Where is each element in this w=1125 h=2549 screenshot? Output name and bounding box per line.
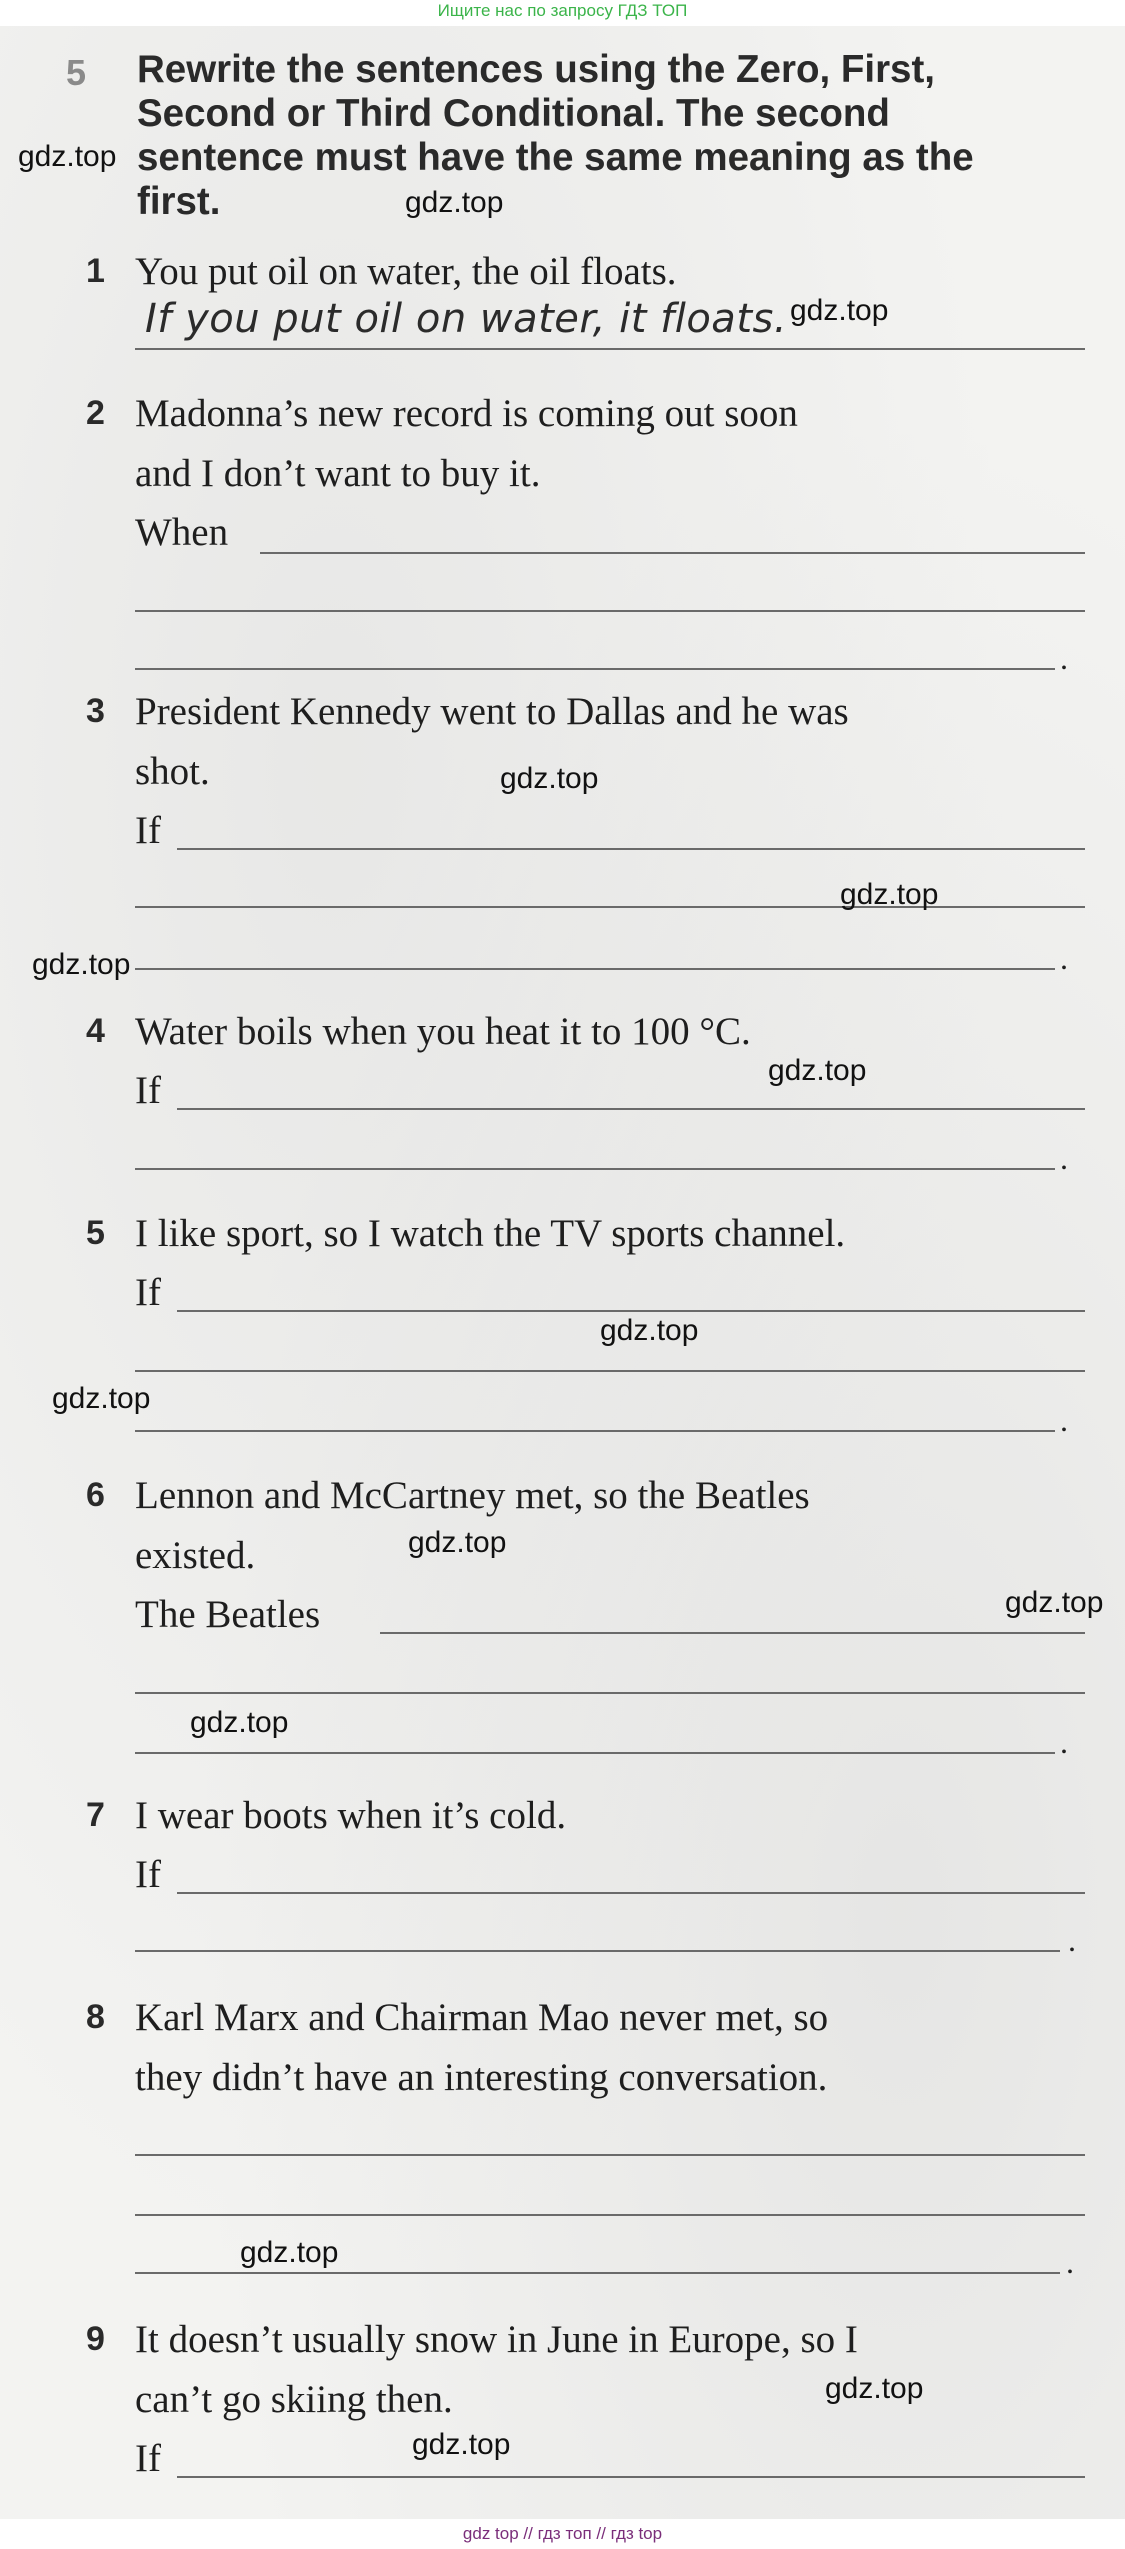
question-9-line-1: It doesn’t usually snow in June in Europe, so I bbox=[135, 2318, 858, 2361]
end-mark: . bbox=[1060, 1402, 1068, 1438]
question-4-prefix: If bbox=[135, 1069, 161, 1112]
question-8-number: 8 bbox=[86, 1998, 105, 2036]
question-6-prefix: The Beatles bbox=[135, 1593, 321, 1636]
top-banner: Ищите нас по запросу ГДЗ ТОП bbox=[0, 0, 1125, 26]
watermark: gdz.top bbox=[790, 294, 889, 327]
question-5-number: 5 bbox=[86, 1214, 105, 1252]
question-2-line-2: and I don’t want to buy it. bbox=[135, 452, 541, 495]
question-6-number: 6 bbox=[86, 1476, 105, 1514]
watermark: gdz.top bbox=[190, 1706, 289, 1739]
question-8-line-2: they didn’t have an interesting conversation. bbox=[135, 2056, 828, 2099]
end-mark: . bbox=[1066, 2244, 1074, 2280]
question-4-number: 4 bbox=[86, 1012, 105, 1050]
exercise-instruction: Rewrite the sentences using the Zero, First, Second or Third Conditional. The second sentence must have the same meaning as the first. bbox=[137, 48, 974, 223]
answer-line[interactable] bbox=[177, 1108, 1085, 1110]
question-8-line-1: Karl Marx and Chairman Mao never met, so bbox=[135, 1996, 829, 2039]
watermark: gdz.top bbox=[768, 1054, 867, 1087]
end-mark: . bbox=[1060, 940, 1068, 976]
question-1-text bbox=[135, 242, 1095, 302]
question-9-prefix: If bbox=[135, 2437, 161, 2480]
question-7-number: 7 bbox=[86, 1796, 105, 1834]
answer-line[interactable] bbox=[135, 2214, 1085, 2216]
question-9-text bbox=[135, 2310, 1095, 2430]
question-5-text bbox=[135, 1204, 1095, 1264]
answer-line[interactable] bbox=[135, 968, 1055, 970]
question-2-text bbox=[135, 384, 1095, 504]
watermark: gdz.top bbox=[52, 1382, 151, 1415]
watermark: gdz.top bbox=[825, 2372, 924, 2405]
answer-line[interactable] bbox=[135, 1168, 1055, 1170]
answer-line[interactable] bbox=[135, 348, 1085, 350]
end-mark: . bbox=[1060, 1724, 1068, 1760]
bottom-banner: gdz top // гдз топ // гдз top bbox=[0, 2519, 1125, 2549]
question-4-text bbox=[135, 1002, 1095, 1062]
question-5-prefix: If bbox=[135, 1271, 161, 1314]
watermark: gdz.top bbox=[840, 878, 939, 911]
watermark: gdz.top bbox=[412, 2428, 511, 2461]
exercise-number: 5 bbox=[66, 52, 87, 93]
answer-line[interactable] bbox=[177, 2476, 1085, 2478]
question-7-line-1: I wear boots when it’s cold. bbox=[135, 1794, 567, 1837]
question-3-line-1: President Kennedy went to Dallas and he was bbox=[135, 690, 849, 733]
question-9-line-2: can’t go skiing then. bbox=[135, 2378, 453, 2421]
answer-line[interactable] bbox=[177, 848, 1085, 850]
question-2-prefix: When bbox=[135, 511, 229, 554]
question-6-text bbox=[135, 1466, 1095, 1586]
question-3-line-2: shot. bbox=[135, 750, 210, 793]
watermark: gdz.top bbox=[600, 1314, 699, 1347]
question-6-line-2: existed. bbox=[135, 1534, 256, 1577]
question-3-text bbox=[135, 682, 1095, 802]
answer-line[interactable] bbox=[260, 552, 1085, 554]
answer-line[interactable] bbox=[135, 2272, 1060, 2274]
question-6-line-1: Lennon and McCartney met, so the Beatles bbox=[135, 1474, 810, 1517]
question-3-prefix: If bbox=[135, 809, 161, 852]
watermark: gdz.top bbox=[500, 762, 599, 795]
answer-line[interactable] bbox=[177, 1310, 1085, 1312]
answer-line[interactable] bbox=[135, 1370, 1085, 1372]
question-9-number: 9 bbox=[86, 2320, 105, 2358]
watermark: gdz.top bbox=[240, 2236, 339, 2269]
question-8-text bbox=[135, 1988, 1095, 2108]
answer-line[interactable] bbox=[177, 1892, 1085, 1894]
answer-line[interactable] bbox=[135, 906, 1085, 908]
watermark: gdz.top bbox=[32, 948, 131, 981]
end-mark: . bbox=[1060, 1140, 1068, 1176]
watermark: gdz.top bbox=[1005, 1586, 1104, 1619]
watermark: gdz.top bbox=[405, 186, 504, 219]
question-5-line-1: I like sport, so I watch the TV sports channel. bbox=[135, 1212, 846, 1255]
answer-line[interactable] bbox=[135, 2154, 1085, 2156]
watermark: gdz.top bbox=[18, 140, 117, 173]
question-1-answer: If you put oil on water, it floats. bbox=[145, 296, 788, 342]
watermark: gdz.top bbox=[408, 1526, 507, 1559]
answer-line[interactable] bbox=[135, 1950, 1060, 1952]
answer-line[interactable] bbox=[135, 1430, 1055, 1432]
end-mark: . bbox=[1060, 640, 1068, 676]
question-2-line-1: Madonna’s new record is coming out soon bbox=[135, 392, 798, 435]
question-4-line-1: Water boils when you heat it to 100 °C. bbox=[135, 1010, 751, 1053]
answer-line[interactable] bbox=[135, 668, 1055, 670]
answer-line[interactable] bbox=[135, 1692, 1085, 1694]
question-1-number: 1 bbox=[86, 252, 105, 290]
question-2-number: 2 bbox=[86, 394, 105, 432]
question-1-line-1: You put oil on water, the oil floats. bbox=[135, 250, 677, 293]
answer-line[interactable] bbox=[380, 1632, 1085, 1634]
end-mark: . bbox=[1068, 1922, 1076, 1958]
answer-line[interactable] bbox=[135, 610, 1085, 612]
answer-line[interactable] bbox=[135, 1752, 1055, 1754]
question-7-prefix: If bbox=[135, 1853, 161, 1896]
question-7-text bbox=[135, 1786, 1095, 1846]
question-3-number: 3 bbox=[86, 692, 105, 730]
